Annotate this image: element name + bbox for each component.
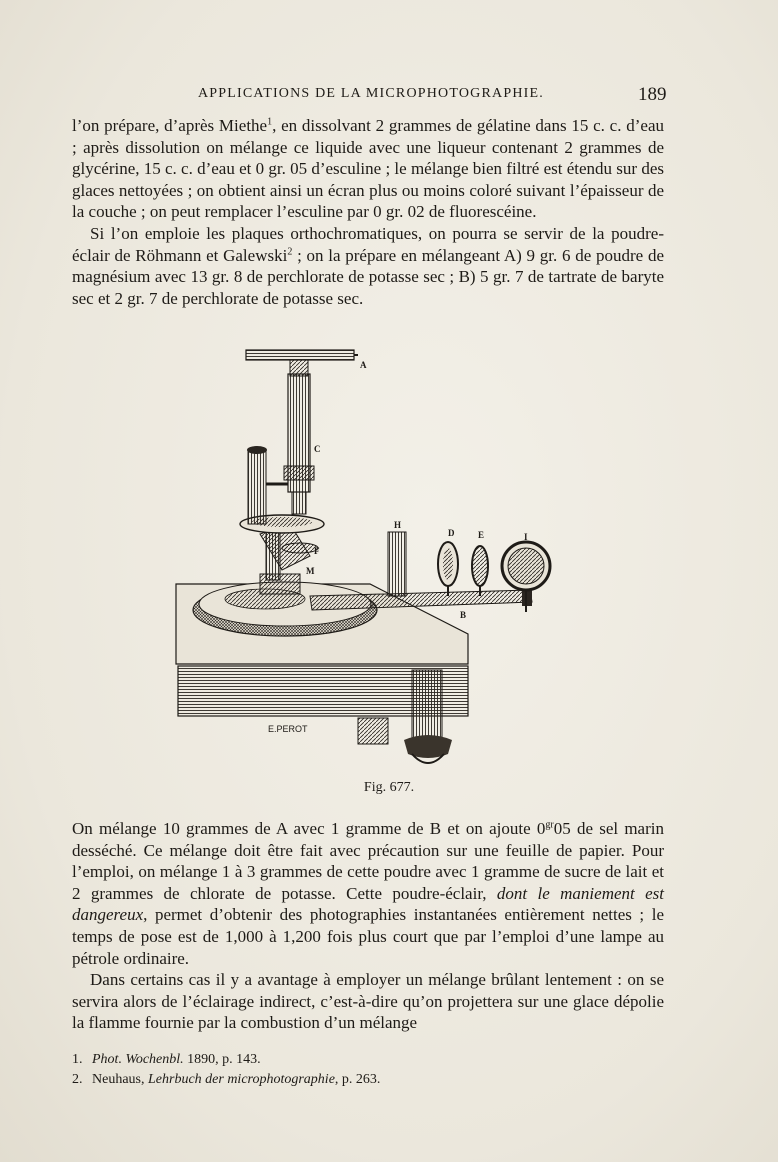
footnote-journal: Phot. Wochenbl. [92,1052,184,1067]
footnotes [72,1050,664,1090]
top-text-block [72,115,664,309]
footnote-number: 2. [72,1072,83,1087]
paragraph-text: On mélange 10 grammes de A avec 1 gramme de B et on ajoute 0 [72,819,546,838]
label-d: D [448,528,455,538]
footnote-detail: , p. 263. [334,1072,381,1087]
paragraph-miethe [72,115,664,223]
paragraph-emphasis: dont le maniement est dangereux [72,883,664,925]
label-h: H [394,520,402,530]
paragraph-text: Dans certains cas il y a avantage à employer un mélange brûlant lentement : on se servira alors de l’éclairage indirect, c’est-à-dire qu’on projettera sur une glace dépolie la flamme fournie par la combustion d’un mélange [72,970,664,1033]
paragraph-melange [72,818,664,969]
footnote-2 [72,1070,664,1090]
paragraph-text: , en dissolvant 2 grammes de gélatine dans 15 c. c. d’eau ; après dissolution on mélange ce liquide avec une liqueur contenant 2 grammes de glycérine, 15 c. c. d’eau et 0 gr. 05 d’esculine ; le mélange bien filtré est étendu sur des glaces nettoyées ; on obtient ainsi un écran plus ou moins coloré suivant l’épaisseur de la couche ; on peut remplacer l’esculine par 0 gr. 02 de fluorescéine. [72,116,664,222]
engraver-signature: E.PEROT [268,724,308,734]
paragraph-text: 05 de sel marin desséché. Ce mélange doit être fait avec précaution sur une feuille de papier. Pour l’emploi, on mélange 1 à 3 grammes de cette poudre avec 1 gramme de sucre de lait et 2 grammes de chlorate de potasse. Cette poudre-éclair, [72,819,664,903]
page-number: 189 [638,84,667,105]
paragraph-text: Si l’on emploie les plaques orthochromatiques, on pourra se servir de la poudre-éclair de Röhmann et Galewski [72,223,664,265]
paragraph-text: , permet d’obtenir des photographies instantanées entièrement nettes ; le temps de pose est de 1,000 à 1,200 fois plus court que par l’emploi d’une lampe au pétrole ordinaire. [72,905,664,968]
label-m: M [306,566,315,576]
figure-caption [0,780,778,796]
footnote-ref-1[interactable]: 1 [267,116,273,128]
footnote-number: 1. [72,1052,83,1067]
microscope-illustration [160,334,560,774]
label-e: E [478,530,485,540]
footnote-book-title: Lehrbuch der microphotographie [148,1072,335,1087]
bottom-text-block [72,818,664,1034]
label-b: B [460,610,467,620]
caption-text: Fig. 677. [363,780,415,795]
optical-bench [310,532,550,612]
microscope-engraving [160,334,560,774]
paragraph-poudre-eclair [72,223,664,309]
running-head [0,86,778,110]
footnote-1 [72,1050,664,1070]
paragraph-text: l’on prépare, d’après Miethe [72,116,268,135]
label-f: F [314,546,320,556]
superscript-gr: gr [545,819,554,831]
paragraph-eclairage-indirect [72,969,664,1034]
microscope [240,350,358,594]
footnote-ref-2[interactable]: 2 [287,245,293,257]
label-c: C [314,444,321,454]
paragraph-text: ; on la prépare en mélangeant A) 9 gr. 6 de poudre de magnésium avec 13 gr. 8 de perchlorate de potasse sec ; B) 5 gr. 7 de tartrate de baryte sec et 2 gr. 7 de perchlorate de potasse sec. [72,245,665,308]
label-i: I [524,532,528,542]
footnote-author: Neuhaus, [92,1072,148,1087]
running-title: APPLICATIONS DE LA MICROPHOTOGRAPHIE. [198,86,544,101]
label-a: A [360,360,367,370]
footnote-detail: 1890, p. 143. [183,1052,261,1067]
